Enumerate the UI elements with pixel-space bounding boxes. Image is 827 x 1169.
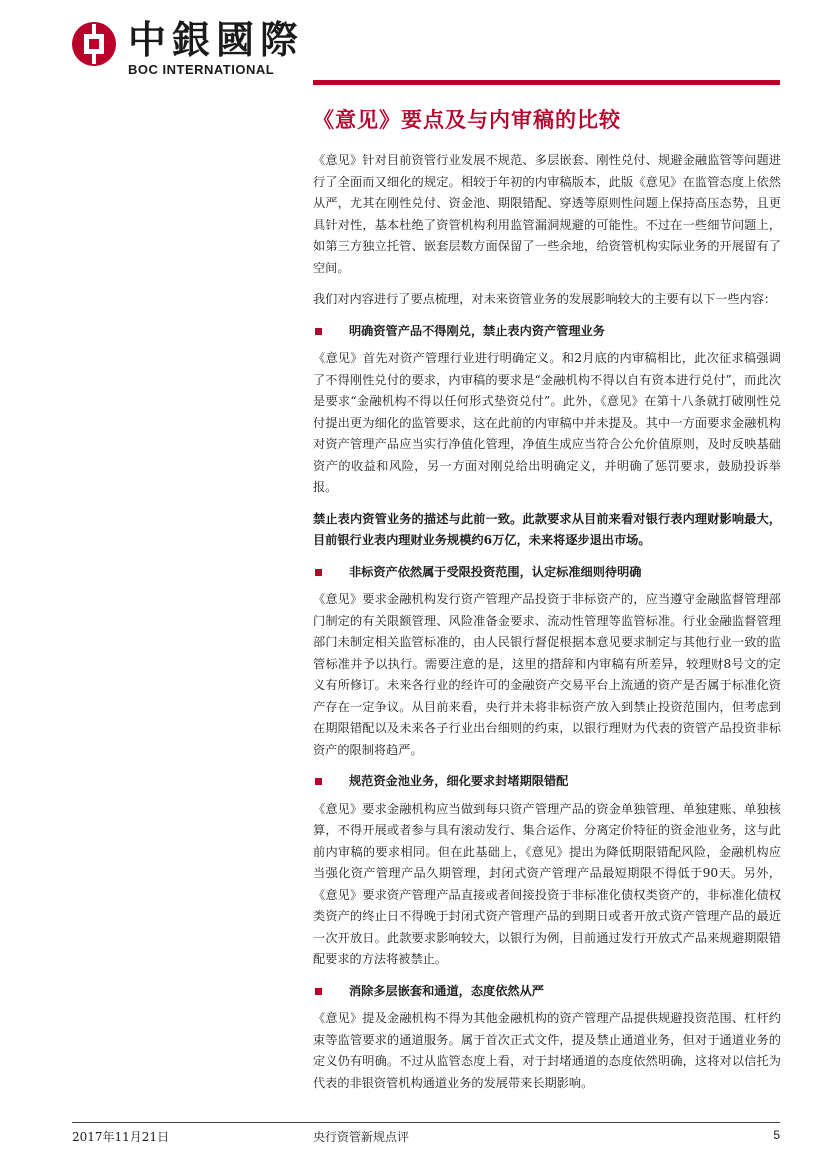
highlight-paragraph: 禁止表内资管业务的描述与此前一致。此款要求从目前来看对银行表内理财影响最大，目前银行业表内理财业务规模约6万亿，未来将逐步退出市场。	[313, 511, 781, 547]
main-content	[313, 150, 781, 1104]
section-title: 《意见》要点及与内审稿的比较	[313, 107, 621, 132]
section-heading	[313, 321, 781, 343]
body-paragraph: 《意见》要求金融机构发行资产管理产品投资于非标资产的，应当遵守金融监督管理部门制定的有关限额管理、风险准备金要求、流动性管理等监管标准。行业金融监督管理部门未制定相关监管标准的，由人民银行督促根据本意见要求制定与其他行业一致的监管标准并予以执行。需要注意的是，这里的措辞和内审稿有所差异，较理财8号文的定义有所修订。未来各行业的经许可的金融资产交易平台上流通的资产是否属于标准化资产存在一定争议。从目前来看，央行并未将非标资产放入到禁止投资范围内，但考虑到在期限错配以及未来各子行业出台细则的约束，以银行理财为代表的资管产品投资非标资产的限制将趋严。	[313, 592, 781, 757]
header-divider	[313, 80, 780, 85]
intro-paragraph: 我们对内容进行了要点梳理，对未来资管业务的发展影响较大的主要有以下一些内容：	[313, 292, 777, 306]
boc-logo-icon	[72, 22, 116, 66]
section-heading-text: 消除多层嵌套和通道，态度依然从严	[349, 983, 544, 998]
section-heading	[313, 981, 781, 1003]
footer-date: 2017年11月21日	[72, 1130, 170, 1144]
section-heading-text: 明确资管产品不得刚兑，禁止表内资产管理业务	[349, 323, 605, 338]
section-heading	[313, 771, 781, 793]
body-paragraph: 《意见》要求金融机构应当做到每只资产管理产品的资金单独管理、单独建账、单独核算，不得开展或者参与具有滚动发行、集合运作、分离定价特征的资金池业务，这与此前内审稿的要求相同。但在此基础上，《意见》提出为降低期限错配风险，金融机构应当强化资产管理产品久期管理，封闭式资产管理产品最短期限不得低于90天。另外，《意见》要求资产管理产品直接或者间接投资于非标准化债权类资产的，非标准化债权类资产的终止日不得晚于封闭式资产管理产品的到期日或者开放式资产管理产品的最近一次开放日。此款要求影响较大，以银行为例，目前通过发行开放式产品来规避期限错配要求的方法将被禁止。	[313, 801, 781, 966]
page-number: 5	[773, 1128, 780, 1142]
square-bullet-icon	[315, 778, 322, 785]
intro-paragraph: 《意见》针对目前资管行业发展不规范、多层嵌套、刚性兑付、规避金融监管等问题进行了全面而又细化的规定。相较于年初的内审稿版本，此版《意见》在监管态度上依然从严，尤其在刚性兑付、资金池、期限错配、穿透等原则性问题上保持高压态势，且更具针对性，基本杜绝了资管机构利用监管漏洞规避的可能性。不过在一些细节问题上，如第三方独立托管、嵌套层数方面保留了一些余地，给资管机构实际业务的开展留有了空间。	[313, 153, 781, 275]
page-header	[0, 0, 827, 90]
body-paragraph: 《意见》首先对资产管理行业进行明确定义。和2月底的内审稿相比，此次征求稿强调了不得刚性兑付的要求，内审稿的要求是“金融机构不得以自有资本进行兑付”，而此次是要求“金融机构不得以任何形式垫资兑付”。此外，《意见》在第十八条就打破刚性兑付提出更为细化的监管要求，这在此前的内审稿中并未提及。其中一方面要求金融机构对资产管理产品应当实行净值化管理，净值生成应当符合公允价值原则，及时反映基础资产的收益和风险，另一方面对刚兑给出明确定义，并明确了惩罚要求，鼓励投诉举报。	[313, 351, 781, 494]
section-heading	[313, 562, 781, 584]
section-heading-text: 规范资金池业务，细化要求封堵期限错配	[349, 774, 569, 788]
footer-report-title: 央行资管新规点评	[313, 1130, 410, 1144]
square-bullet-icon	[315, 328, 322, 335]
logo-chinese-name: 中銀國際	[128, 17, 305, 62]
body-paragraph: 《意见》提及金融机构不得为其他金融机构的资产管理产品提供规避投资范围、杠杆约束等监管要求的通道服务。属于首次正式文件，提及禁止通道业务，但对于通道业务的定义仍有明确。不过从监管态度上看，对于封堵通道的态度依然明确，这将对以信托为代表的非银资管机构通道业务的发展带来长期影响。	[313, 1011, 781, 1090]
logo-english-name: BOC INTERNATIONAL	[128, 62, 275, 77]
square-bullet-icon	[315, 569, 322, 576]
square-bullet-icon	[315, 988, 322, 995]
footer-divider	[72, 1122, 780, 1123]
section-heading-text: 非标资产依然属于受限投资范围，认定标准细则待明确	[349, 564, 642, 579]
